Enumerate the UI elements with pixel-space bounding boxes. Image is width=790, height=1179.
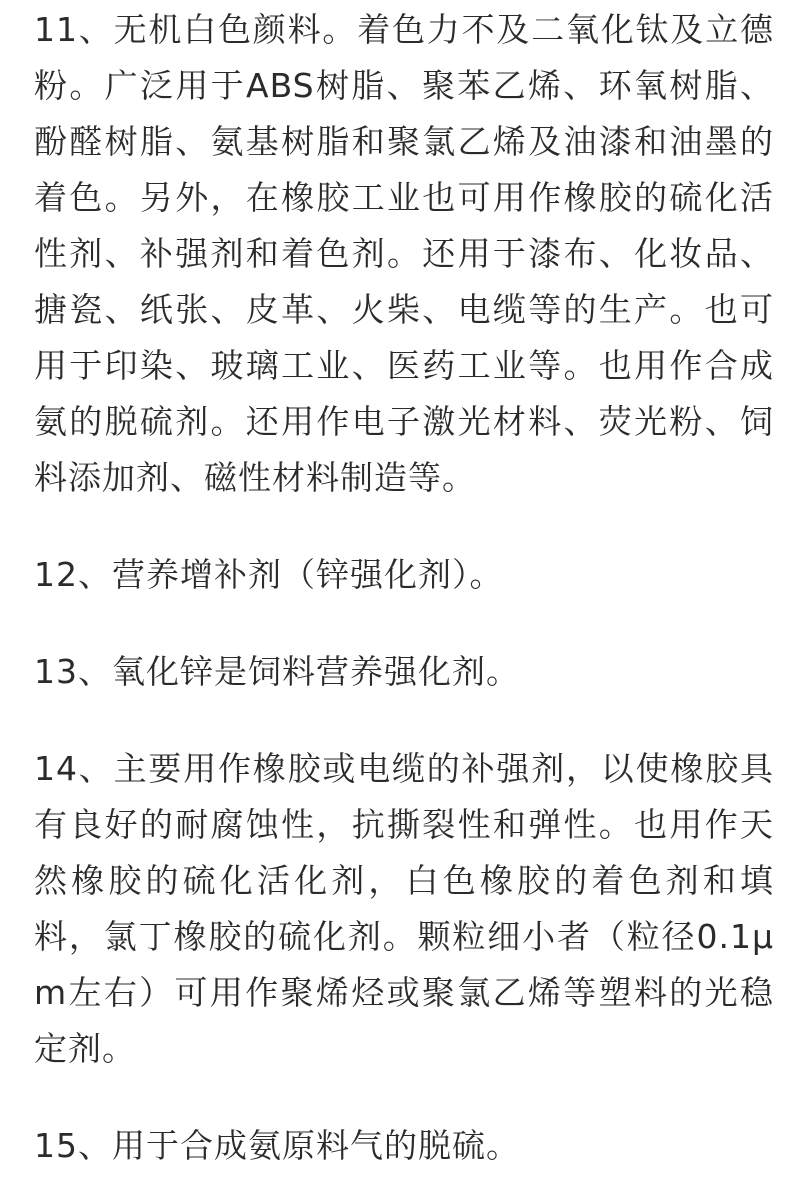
paragraph-13: 13、氧化锌是饲料营养强化剂。 — [34, 652, 520, 691]
paragraph-11: 11、无机白色颜料。着色力不及二氧化钛及立德粉。广泛用于ABS树脂、聚苯乙烯、环氧树脂、酚醛树脂、氨基树脂和聚氯乙烯及油漆和油墨的着色。另外，在橡胶工业也可用作橡胶的硫化活性剂、补强剂和着色剂。还用于漆布、化妆品、搪瓷、纸张、皮革、火柴、电缆等的生产。也可用于印染、玻璃工业、医药工业等。也用作合成氨的脱硫剂。还用作电子激光材料、荧光粉、饲料添加剂、磁性材料制造等。 — [34, 10, 774, 497]
article-body — [34, 0, 774, 1174]
paragraph-15: 15、用于合成氨原料气的脱硫。 — [34, 1126, 520, 1165]
paragraph-14: 14、主要用作橡胶或电缆的补强剂，以使橡胶具有良好的耐腐蚀性，抗撕裂性和弹性。也用作天然橡胶的硫化活化剂，白色橡胶的着色剂和填料，氯丁橡胶的硫化剂。颗粒细小者（粒径0.1μm左右）可用作聚烯烃或聚氯乙烯等塑料的光稳定剂。 — [34, 749, 774, 1068]
paragraph-12: 12、营养增补剂（锌强化剂）。 — [34, 555, 504, 594]
